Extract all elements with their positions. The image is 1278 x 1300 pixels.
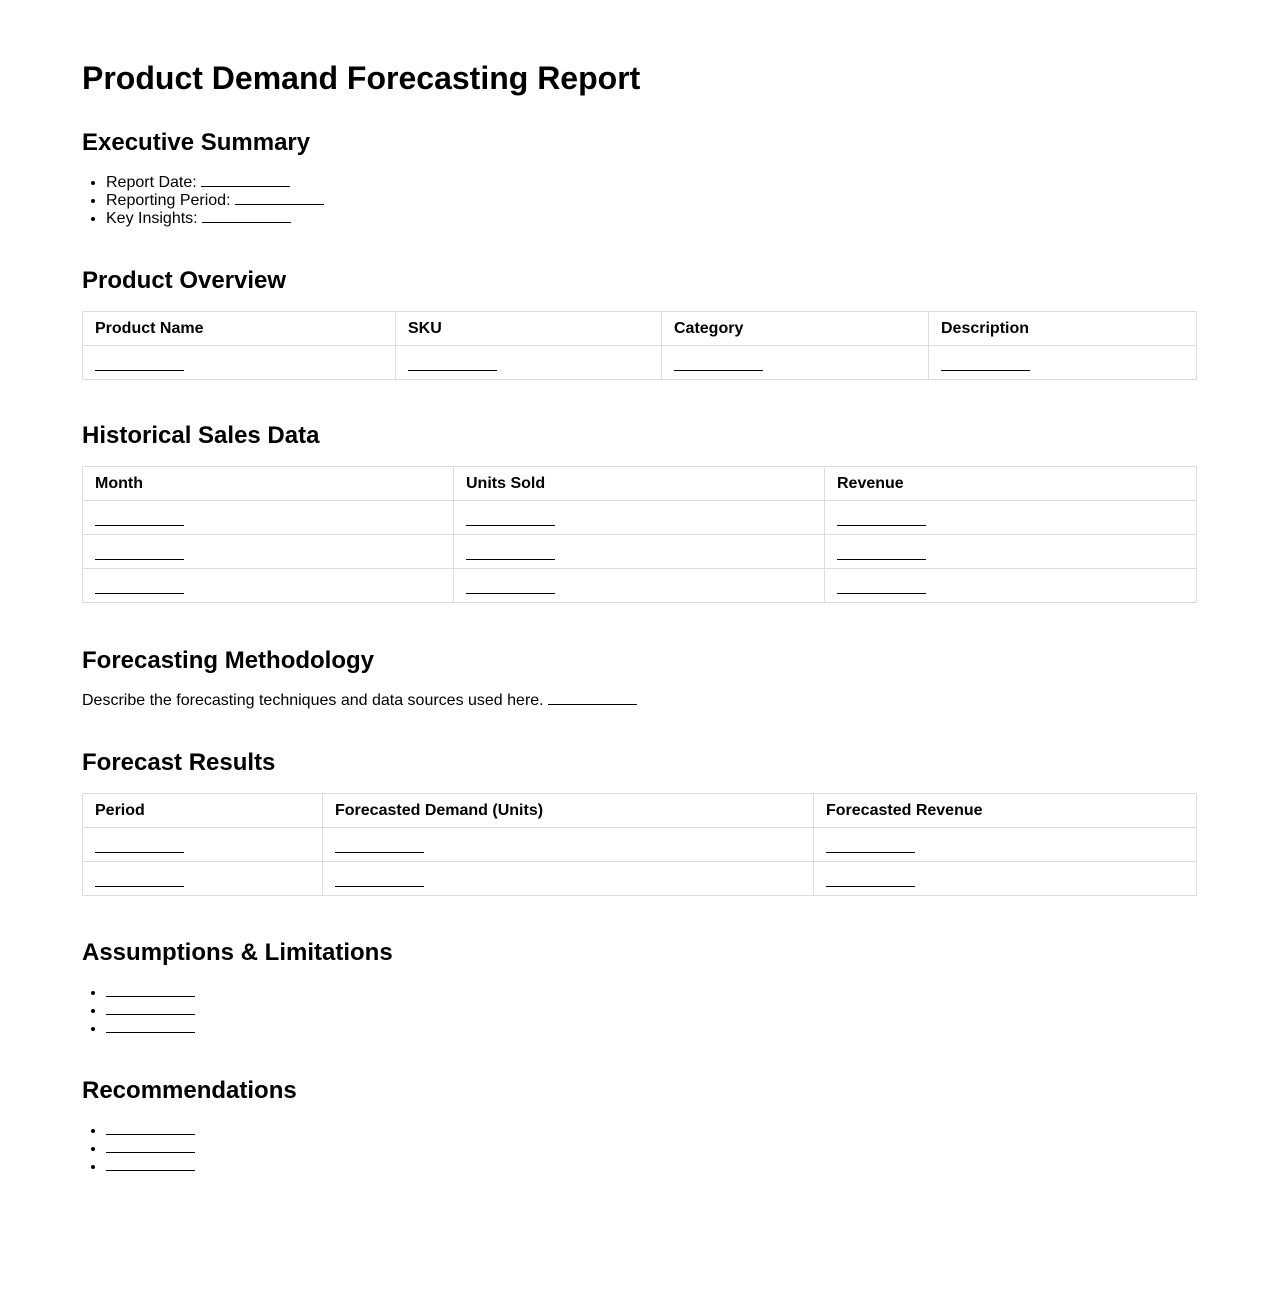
table-header-row (83, 794, 1197, 828)
blank-field[interactable] (106, 1019, 195, 1033)
list-item (106, 1019, 195, 1037)
assumptions-list (82, 983, 195, 1037)
blank-field[interactable] (106, 983, 195, 997)
blank-field[interactable] (95, 546, 184, 560)
table-row (83, 501, 1197, 535)
blank-field[interactable] (95, 512, 184, 526)
blank-field[interactable] (335, 873, 424, 887)
product-overview-table (82, 311, 1197, 380)
assumptions-heading: Assumptions & Limitations (82, 939, 393, 966)
table-cell (83, 535, 454, 569)
blank-field[interactable] (106, 1121, 195, 1135)
blank-field[interactable] (466, 580, 555, 594)
table-cell (825, 535, 1197, 569)
blank-field[interactable] (202, 209, 291, 223)
table-row (83, 569, 1197, 603)
list-item-key-insights: • Key Insights: (106, 209, 324, 227)
table-cell (814, 862, 1197, 896)
column-header: Product Name (83, 312, 396, 346)
recommendations-heading: Recommendations (82, 1077, 297, 1104)
list-item (106, 1121, 195, 1139)
executive-summary-list (82, 173, 324, 227)
blank-field[interactable] (837, 546, 926, 560)
blank-field[interactable] (837, 580, 926, 594)
blank-field[interactable] (95, 357, 184, 371)
column-header: SKU (396, 312, 662, 346)
methodology-text: Describe the forecasting techniques and data sources used here. (82, 691, 637, 710)
forecast-results-table (82, 793, 1197, 896)
list-item (106, 1001, 195, 1019)
list-item (106, 983, 195, 1001)
table-cell (396, 346, 662, 380)
list-item-reporting-period: • Reporting Period: (106, 191, 324, 209)
table-cell (814, 828, 1197, 862)
table-cell (929, 346, 1197, 380)
blank-field[interactable] (548, 691, 637, 705)
blank-field[interactable] (235, 191, 324, 205)
column-header: Month (83, 467, 454, 501)
blank-field[interactable] (106, 1139, 195, 1153)
column-header: Revenue (825, 467, 1197, 501)
table-cell (825, 501, 1197, 535)
list-item (106, 1157, 195, 1175)
table-cell (662, 346, 929, 380)
table-cell (83, 569, 454, 603)
list-item-report-date: • Report Date: (106, 173, 324, 191)
historical-sales-table (82, 466, 1197, 603)
blank-field[interactable] (106, 1001, 195, 1015)
table-cell (323, 828, 814, 862)
table-cell (83, 346, 396, 380)
product-overview-heading: Product Overview (82, 267, 287, 294)
blank-field[interactable] (466, 546, 555, 560)
column-header: Period (83, 794, 323, 828)
table-header-row (83, 467, 1197, 501)
table-cell (83, 862, 323, 896)
table-cell (825, 569, 1197, 603)
column-header: Units Sold (454, 467, 825, 501)
table-header-row (83, 312, 1197, 346)
table-row (83, 346, 1197, 380)
blank-field[interactable] (941, 357, 1030, 371)
list-item (106, 1139, 195, 1157)
blank-field[interactable] (466, 512, 555, 526)
executive-summary-heading: Executive Summary (82, 129, 311, 156)
column-header: Forecasted Revenue (814, 794, 1197, 828)
blank-field[interactable] (95, 873, 184, 887)
blank-field[interactable] (674, 357, 763, 371)
blank-field[interactable] (826, 873, 915, 887)
historical-sales-heading: Historical Sales Data (82, 422, 320, 449)
blank-field[interactable] (95, 580, 184, 594)
recommendations-list (82, 1121, 195, 1175)
table-row (83, 828, 1197, 862)
column-header: Category (662, 312, 929, 346)
blank-field[interactable] (408, 357, 497, 371)
blank-field[interactable] (837, 512, 926, 526)
column-header: Description (929, 312, 1197, 346)
table-cell (454, 535, 825, 569)
table-row (83, 862, 1197, 896)
blank-field[interactable] (201, 173, 290, 187)
page-title: Product Demand Forecasting Report (82, 60, 641, 96)
table-cell (454, 569, 825, 603)
table-cell (83, 828, 323, 862)
blank-field[interactable] (106, 1157, 195, 1171)
table-row (83, 535, 1197, 569)
blank-field[interactable] (826, 839, 915, 853)
table-cell (83, 501, 454, 535)
column-header: Forecasted Demand (Units) (323, 794, 814, 828)
forecast-results-heading: Forecast Results (82, 749, 276, 776)
blank-field[interactable] (95, 839, 184, 853)
blank-field[interactable] (335, 839, 424, 853)
table-cell (454, 501, 825, 535)
methodology-heading: Forecasting Methodology (82, 647, 375, 674)
table-cell (323, 862, 814, 896)
